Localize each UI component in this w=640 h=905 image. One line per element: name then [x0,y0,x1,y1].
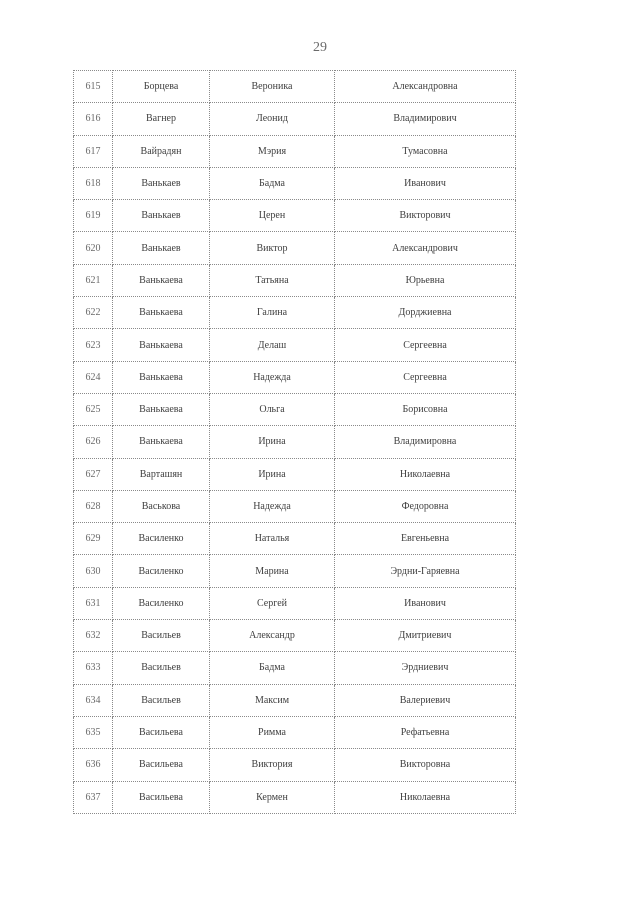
table-row [74,167,516,199]
first-name: Мэрия [210,135,335,167]
first-name: Леонид [210,103,335,135]
last-name: Василенко [113,587,210,619]
patronymic: Борисовна [335,393,516,425]
first-name: Римма [210,716,335,748]
first-name: Виктория [210,749,335,781]
last-name: Васильева [113,716,210,748]
row-number: 622 [74,297,113,329]
table-row [74,716,516,748]
row-number: 623 [74,329,113,361]
first-name: Марина [210,555,335,587]
table-row [74,426,516,458]
patronymic: Александровна [335,71,516,103]
row-number: 629 [74,523,113,555]
table-row [74,103,516,135]
last-name: Васильев [113,620,210,652]
row-number: 631 [74,587,113,619]
last-name: Ванькаева [113,264,210,296]
first-name: Виктор [210,232,335,264]
last-name: Варташян [113,458,210,490]
table-row [74,135,516,167]
last-name: Васильев [113,684,210,716]
table-row [74,490,516,522]
last-name: Василенко [113,523,210,555]
page-number: 29 [313,40,327,55]
last-name: Ванькаева [113,361,210,393]
row-number: 635 [74,716,113,748]
patronymic: Викторович [335,200,516,232]
table-row [74,264,516,296]
patronymic: Владимирович [335,103,516,135]
row-number: 618 [74,167,113,199]
table-row [74,620,516,652]
table-row [74,684,516,716]
first-name: Татьяна [210,264,335,296]
patronymic: Сергеевна [335,329,516,361]
row-number: 621 [74,264,113,296]
last-name: Ванькаева [113,426,210,458]
table-row [74,329,516,361]
table-row [74,523,516,555]
last-name: Ванькаев [113,232,210,264]
table-row [74,458,516,490]
patronymic: Викторовна [335,749,516,781]
table-row [74,781,516,813]
row-number: 637 [74,781,113,813]
names-table [73,70,516,814]
patronymic: Николаевна [335,781,516,813]
last-name: Васильева [113,781,210,813]
first-name: Максим [210,684,335,716]
row-number: 615 [74,71,113,103]
patronymic: Александрович [335,232,516,264]
patronymic: Дорджиевна [335,297,516,329]
last-name: Ванькаева [113,297,210,329]
first-name: Делаш [210,329,335,361]
last-name: Ванькаев [113,167,210,199]
first-name: Надежда [210,361,335,393]
row-number: 627 [74,458,113,490]
table-row [74,200,516,232]
first-name: Бадма [210,652,335,684]
last-name: Вайрадян [113,135,210,167]
first-name: Вероника [210,71,335,103]
last-name: Ванькаева [113,393,210,425]
table-row [74,232,516,264]
row-number: 636 [74,749,113,781]
row-number: 630 [74,555,113,587]
first-name: Ольга [210,393,335,425]
first-name: Наталья [210,523,335,555]
table-row [74,297,516,329]
last-name: Ванькаева [113,329,210,361]
first-name: Бадма [210,167,335,199]
first-name: Ирина [210,458,335,490]
patronymic: Евгеньевна [335,523,516,555]
patronymic: Эрдни-Гаряевна [335,555,516,587]
first-name: Сергей [210,587,335,619]
first-name: Ирина [210,426,335,458]
row-number: 619 [74,200,113,232]
patronymic: Эрдниевич [335,652,516,684]
patronymic: Федоровна [335,490,516,522]
row-number: 632 [74,620,113,652]
last-name: Вагнер [113,103,210,135]
table-row [74,71,516,103]
table-row [74,652,516,684]
last-name: Ванькаев [113,200,210,232]
row-number: 625 [74,393,113,425]
table-row [74,361,516,393]
patronymic: Иванович [335,167,516,199]
first-name: Кермен [210,781,335,813]
last-name: Васькова [113,490,210,522]
patronymic: Юрьевна [335,264,516,296]
table-row [74,587,516,619]
names-table-body [74,71,516,814]
row-number: 617 [74,135,113,167]
patronymic: Рефатьевна [335,716,516,748]
last-name: Борцева [113,71,210,103]
patronymic: Тумасовна [335,135,516,167]
last-name: Васильева [113,749,210,781]
row-number: 620 [74,232,113,264]
table-row [74,555,516,587]
row-number: 628 [74,490,113,522]
row-number: 616 [74,103,113,135]
last-name: Василенко [113,555,210,587]
table-row [74,749,516,781]
first-name: Надежда [210,490,335,522]
patronymic: Николаевна [335,458,516,490]
last-name: Васильев [113,652,210,684]
patronymic: Владимировна [335,426,516,458]
row-number: 634 [74,684,113,716]
row-number: 626 [74,426,113,458]
patronymic: Сергеевна [335,361,516,393]
table-row [74,393,516,425]
first-name: Галина [210,297,335,329]
first-name: Церен [210,200,335,232]
first-name: Александр [210,620,335,652]
patronymic: Валериевич [335,684,516,716]
patronymic: Иванович [335,587,516,619]
patronymic: Дмитриевич [335,620,516,652]
row-number: 624 [74,361,113,393]
row-number: 633 [74,652,113,684]
